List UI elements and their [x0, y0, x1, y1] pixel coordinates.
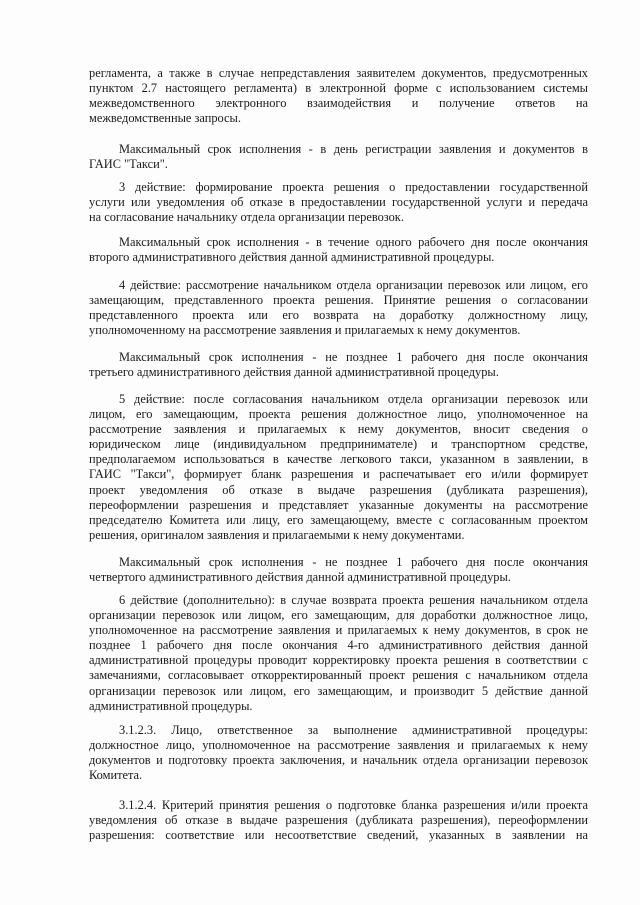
text-line: позднее 1 рабочего дня после окончания 4-го административного действия данной — [89, 638, 588, 653]
text-line: разрешения: соответствие или несоответствие сведений, указанных в заявлении на — [89, 828, 588, 843]
text-line: Максимальный срок исполнения - в течение одного рабочего дня после окончания — [119, 235, 588, 249]
text-line: 4 действие: рассмотрение начальником отдела организации перевозок или лицом, его — [119, 278, 588, 292]
paragraph-deadline-3 — [89, 350, 588, 380]
text-line: услуги или уведомления об отказе в предоставлении государственной услуги и передача — [89, 195, 588, 210]
text-line: 3.1.2.3. Лицо, ответственное за выполнение административной процедуры: — [119, 723, 588, 737]
text-line: Максимальный срок исполнения - в день регистрации заявления и документов в — [119, 142, 588, 156]
text-line: юридическом лице (индивидуальном предпринимателе) и транспортном средстве, — [89, 437, 588, 452]
paragraph-3-1-2-3 — [89, 723, 588, 783]
text-line: межведомственные запросы. — [89, 111, 241, 126]
text-line: замечаниями, согласовывает откорректированный проект решения с начальником отдела — [89, 668, 588, 683]
text-line: замещающим, представленного проекта решения. Принятие решения о согласовании — [89, 293, 588, 308]
text-line: регламента, а также в случае непредставления заявителем документов, предусмотренных — [89, 66, 588, 80]
text-line: 5 действие: после согласования начальником отдела организации перевозок или — [119, 392, 588, 406]
text-line: лицом, его замещающим, проекта решения должностное лицо, уполномоченное на — [89, 407, 588, 422]
text-line: 6 действие (дополнительно): в случае возврата проекта решения начальником отдела — [119, 593, 588, 607]
text-line: переоформлении разрешения и представляет указанные документы на рассмотрение — [89, 497, 588, 512]
text-line: Комитета. — [89, 768, 143, 783]
text-line: уполномоченное на рассмотрение заявления и прилагаемых к нему документов, в срок не — [89, 623, 588, 638]
text-line: межведомственного электронного взаимодействия и получение ответов на — [89, 96, 588, 111]
text-line: должностное лицо, уполномоченное на рассмотрение заявления и прилагаемых к нему — [89, 738, 588, 753]
paragraph-action-5 — [89, 392, 588, 543]
text-line: предполагаемом использоваться в качестве легкового такси, указанном в заявлении, в — [89, 452, 588, 467]
paragraph-deadline-4 — [89, 555, 588, 585]
paragraph-deadline-2 — [89, 235, 588, 265]
text-line: организации перевозок или лицом, его замещающим, для доработки должностное лицо, — [89, 608, 588, 623]
text-line: председателю Комитета или лицу, его замещающему, вместе с согласованным проектом — [89, 512, 588, 527]
text-line: уполномоченному на рассмотрение заявления и прилагаемых к нему документов. — [89, 323, 521, 338]
text-line: уведомления об отказе в выдаче разрешения (дубликата разрешения), переоформлении — [89, 813, 588, 828]
text-line: четвертого административного действия данной административной процедуры. — [89, 570, 511, 585]
paragraph-action-4 — [89, 278, 588, 338]
text-line: документов и подготовку проекта заключения, и начальник отдела организации перевозок — [89, 753, 588, 768]
text-line: Максимальный срок исполнения - не позднее 1 рабочего дня после окончания — [119, 350, 588, 364]
text-line: ГАИС "Такси", формирует бланк разрешения и распечатывает его и/или формирует — [89, 467, 588, 482]
text-line: 3 действие: формирование проекта решения о предоставлении государственной — [119, 180, 588, 194]
text-line: представленного проекта или его возврата на доработку должностному лицу, — [89, 308, 588, 323]
text-line: административной процедуры. — [89, 698, 253, 713]
text-line: организации перевозок или лицом, его замещающим, и производит 5 действие данной — [89, 683, 588, 698]
paragraph-action-6 — [89, 593, 588, 714]
text-line: второго административного действия данной административной процедуры. — [89, 250, 495, 265]
text-line: административной процедуры проводит корректировку проекта решения в соответствии с — [89, 653, 588, 668]
text-line: 3.1.2.4. Критерий принятия решения о подготовке бланка разрешения и/или проекта — [119, 798, 588, 812]
paragraph-action-3 — [89, 180, 588, 225]
text-line: ГАИС "Такси". — [89, 157, 168, 172]
text-line: на согласование начальнику отдела организации перевозок. — [89, 210, 404, 225]
text-line: решения, оригиналом заявления и прилагаемыми к нему документами. — [89, 527, 465, 542]
paragraph-3-1-2-4 — [89, 798, 588, 843]
text-line: Максимальный срок исполнения - не позднее 1 рабочего дня после окончания — [119, 555, 588, 569]
text-line: третьего административного действия данной административной процедуры. — [89, 365, 499, 380]
paragraph-continuation — [89, 66, 588, 126]
text-line: рассмотрение заявления и прилагаемых к нему документов, вносит сведения о — [89, 422, 588, 437]
text-line: пунктом 2.7 настоящего регламента) в электронной форме с использованием системы — [89, 81, 588, 96]
paragraph-deadline-1 — [89, 142, 588, 172]
text-line: проект уведомления об отказе в выдаче разрешения (дубликата разрешения), — [89, 482, 588, 497]
